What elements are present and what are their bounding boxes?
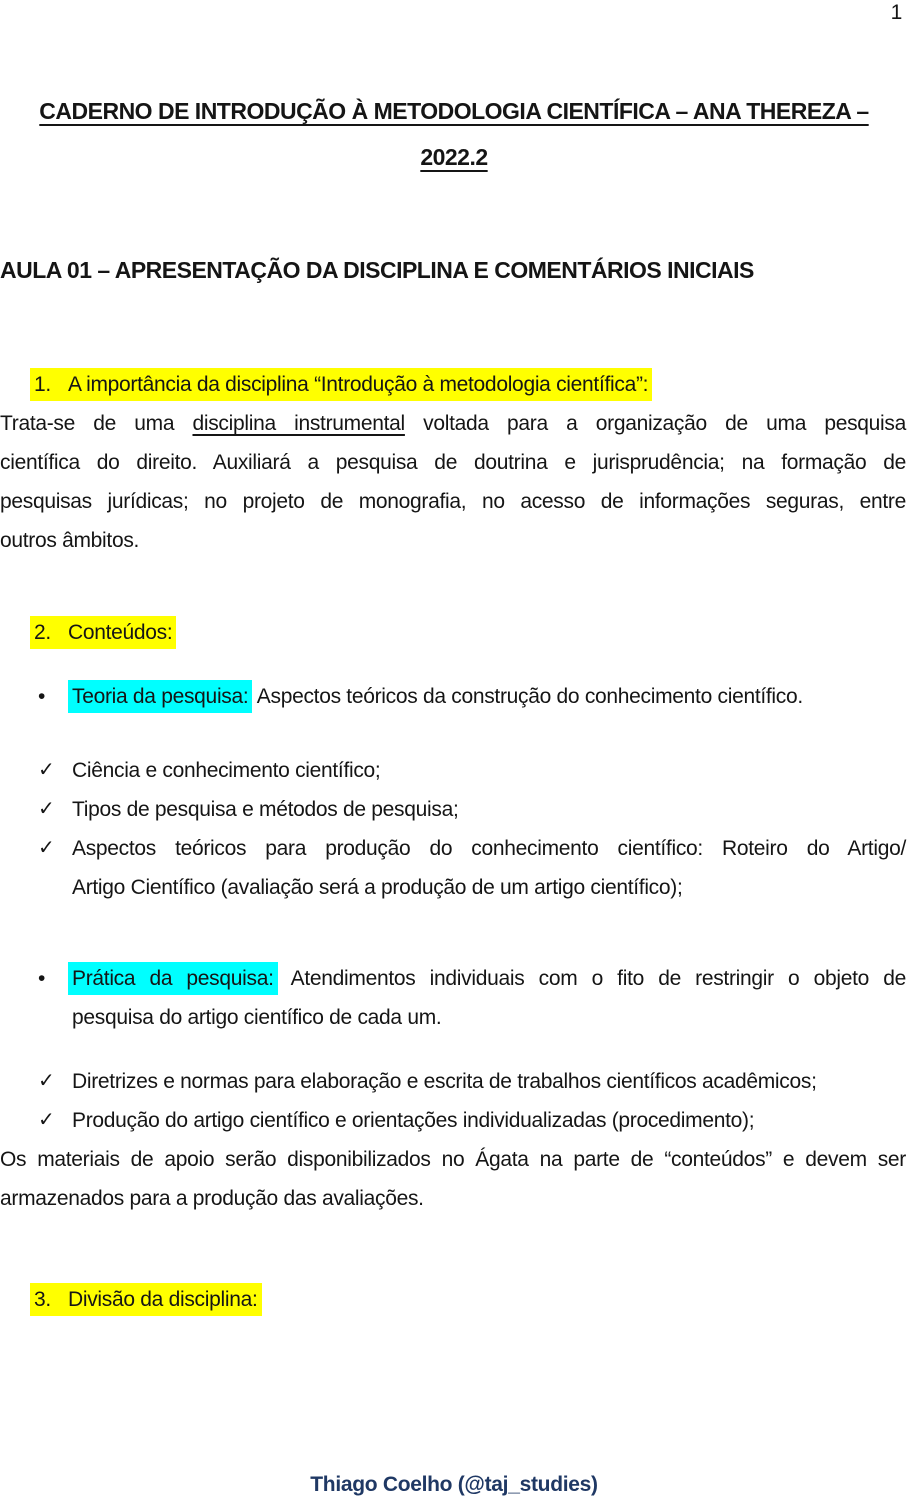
- numbered-item-1-highlight: [30, 368, 652, 401]
- pratica-highlight: Prática da pesquisa:: [68, 962, 278, 995]
- author-credit: Thiago Coelho (@taj_studies): [310, 1473, 598, 1496]
- check-item-ciencia-text: Ciência e conhecimento científico;: [72, 759, 381, 782]
- numbered-item-3-highlight: [30, 1283, 262, 1316]
- bullet-item-pratica-line-1: [72, 959, 906, 998]
- paragraph-materials-line-2: armazenados para a produção das avaliações.: [0, 1187, 424, 1210]
- numbered-item-3-number: 3.: [34, 1288, 51, 1311]
- underlined-phrase: disciplina instrumental: [192, 412, 405, 435]
- numbered-item-2: [0, 613, 908, 652]
- check-list-teoria: [0, 751, 908, 907]
- bullet-item-teoria-text: Aspectos teóricos da construção do conhecimento científico.: [252, 685, 803, 708]
- numbered-item-2-highlight: [30, 616, 176, 649]
- checkmark-icon: ✓: [38, 837, 55, 859]
- page-number: 1: [890, 1, 902, 24]
- check-item-diretrizes-text: Diretrizes e normas para elaboração e escrita de trabalhos científicos acadêmicos;: [72, 1070, 817, 1093]
- check-list-pratica: [0, 1062, 908, 1140]
- check-item-aspectos-line-2: Artigo Científico (avaliação será a produção de um artigo científico);: [72, 876, 683, 899]
- check-item-ciencia: [0, 751, 908, 790]
- lesson-heading: AULA 01 – APRESENTAÇÃO DA DISCIPLINA E COMENTÁRIOS INICIAIS: [0, 257, 754, 283]
- paragraph-importance: [0, 404, 908, 560]
- bullet-item-pratica: [0, 959, 908, 1037]
- document-title-line-2: 2022.2: [420, 144, 488, 170]
- numbered-item-1-text: A importância da disciplina “Introdução à metodologia científica”:: [68, 373, 649, 396]
- numbered-item-2-number: 2.: [34, 621, 51, 644]
- numbered-item-2-text: Conteúdos:: [68, 621, 173, 644]
- bullet-icon: •: [38, 685, 46, 708]
- document-title: [0, 0, 908, 180]
- check-item-diretrizes: [0, 1062, 908, 1101]
- bullet-icon: •: [38, 967, 46, 990]
- bullet-item-pratica-text: Atendimentos individuais com o fito de restringir o objeto de: [277, 967, 906, 990]
- paragraph-importance-line-1-post: voltada para a organização de uma pesquisa: [404, 412, 906, 435]
- paragraph-materials: [0, 1140, 908, 1218]
- paragraph-importance-line-1-pre: Trata-se de uma: [0, 412, 193, 435]
- document-title-line-1: CADERNO DE INTRODUÇÃO À METODOLOGIA CIENTÍFICA – ANA THEREZA –: [39, 98, 869, 124]
- numbered-item-3: [0, 1280, 908, 1319]
- check-item-tipos-text: Tipos de pesquisa e métodos de pesquisa;: [72, 798, 459, 821]
- check-item-producao: [0, 1101, 908, 1140]
- checkmark-icon: ✓: [38, 759, 55, 781]
- paragraph-importance-line-3: pesquisas jurídicas; no projeto de monografia, no acesso de informações seguras, entre: [0, 490, 906, 513]
- bullet-item-pratica-line-2: pesquisa do artigo científico de cada um.: [72, 1006, 442, 1029]
- numbered-item-3-text: Divisão da disciplina:: [68, 1288, 258, 1311]
- paragraph-importance-line-1: [0, 404, 906, 443]
- paragraph-materials-line-1: Os materiais de apoio serão disponibilizados no Ágata na parte de “conteúdos” e devem ser: [0, 1148, 906, 1171]
- checkmark-icon: ✓: [38, 1070, 55, 1092]
- check-item-producao-text: Produção do artigo científico e orientações individualizadas (procedimento);: [72, 1109, 755, 1132]
- check-item-aspectos: [0, 829, 908, 907]
- check-item-tipos: [0, 790, 908, 829]
- numbered-item-1-number: 1.: [34, 373, 51, 396]
- check-item-aspectos-line-1: Aspectos teóricos para produção do conhecimento científico: Roteiro do Artigo/: [72, 837, 906, 860]
- paragraph-importance-line-4: outros âmbitos.: [0, 529, 140, 552]
- numbered-item-1: [0, 365, 908, 404]
- checkmark-icon: ✓: [38, 798, 55, 820]
- checkmark-icon: ✓: [38, 1109, 55, 1131]
- bullet-item-teoria: [0, 677, 908, 716]
- teoria-highlight: Teoria da pesquisa:: [68, 680, 252, 713]
- paragraph-importance-line-2: científica do direito. Auxiliará a pesquisa de doutrina e jurisprudência; na formação de: [0, 451, 906, 474]
